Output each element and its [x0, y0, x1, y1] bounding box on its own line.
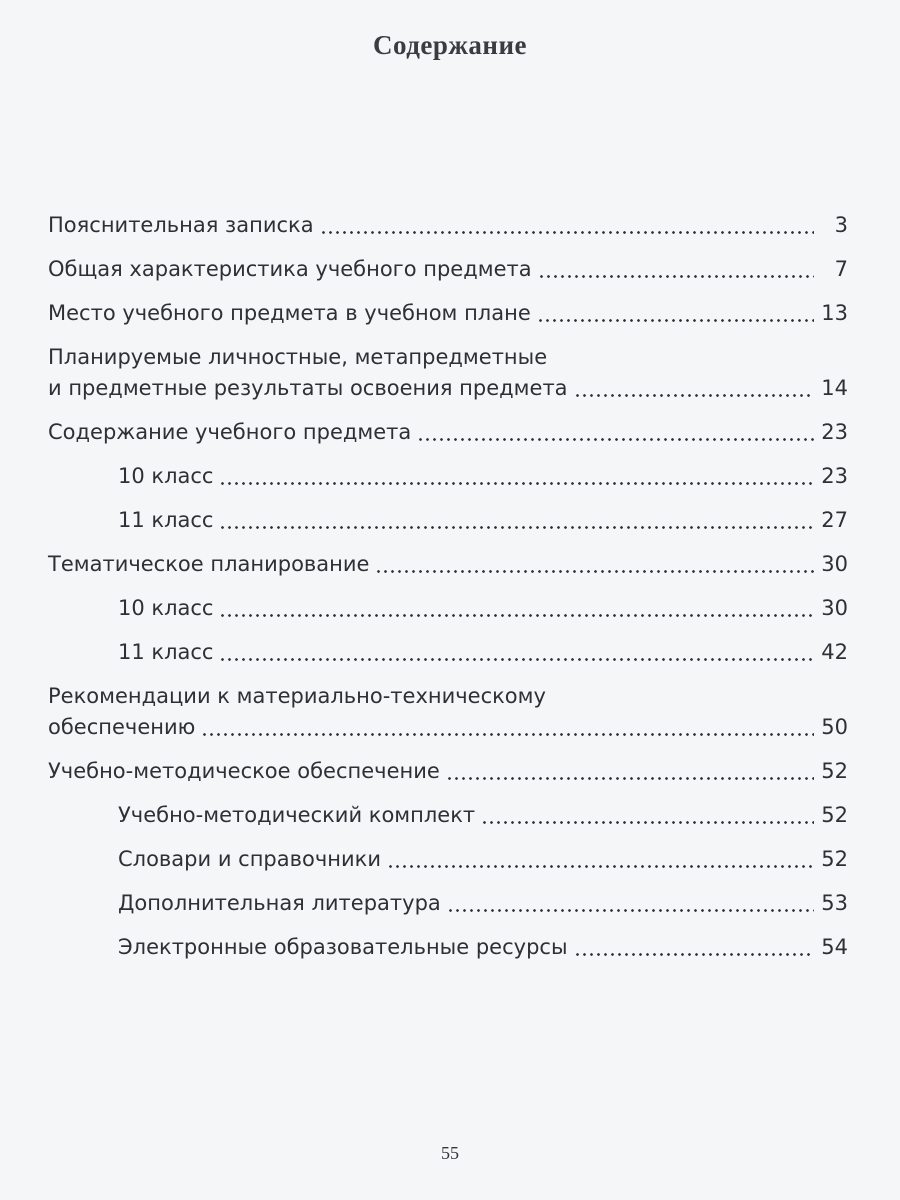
- dot-leader: [447, 909, 814, 912]
- dot-leader: [481, 821, 814, 824]
- toc-entry-page: 30: [821, 552, 848, 576]
- toc-entry-title: 10 класс: [118, 464, 214, 488]
- dot-leader: [320, 231, 814, 234]
- toc-entry-title: Содержание учебного предмета: [48, 420, 412, 444]
- page-title: Содержание: [372, 30, 528, 60]
- dot-leader: [537, 319, 814, 322]
- toc-entry-page: 52: [821, 759, 848, 783]
- toc-entry-title: Словари и справочники: [118, 847, 381, 871]
- toc-entry-page: 54: [821, 935, 848, 959]
- toc-entry-title: Место учебного предмета в учебном плане: [48, 301, 531, 325]
- page-number: 55: [441, 1143, 459, 1163]
- dot-leader: [219, 658, 814, 661]
- dot-leader: [417, 438, 814, 441]
- toc-entry-methodological-support[interactable]: [48, 756, 848, 787]
- toc-entry-electronic-resources[interactable]: [48, 932, 848, 963]
- toc-entry-title-line2: обеспечению: [48, 715, 196, 739]
- toc-entry-page: 27: [821, 508, 848, 532]
- toc-entry-thematic-planning[interactable]: [48, 549, 848, 580]
- toc-entry-teaching-kit[interactable]: [48, 800, 848, 831]
- toc-entry-planning-grade-11[interactable]: [48, 637, 848, 668]
- dot-leader: [219, 526, 814, 529]
- toc-entry-title: Тематическое планирование: [48, 552, 370, 576]
- toc-entry-page: 14: [821, 376, 848, 400]
- toc-entry-content-grade-10[interactable]: [48, 461, 848, 492]
- toc-entry-additional-literature[interactable]: [48, 888, 848, 919]
- toc-entry-title: Дополнительная литература: [118, 891, 441, 915]
- toc-entry-planned-results[interactable]: [48, 342, 848, 404]
- toc-entry-content-grade-11[interactable]: [48, 505, 848, 536]
- toc-entry-page: 30: [821, 596, 848, 620]
- toc-entry-title: 11 класс: [118, 640, 214, 664]
- toc-entry-subject-content[interactable]: [48, 417, 848, 448]
- toc-entry-title-line1: Планируемые личностные, метапредметные: [48, 345, 548, 369]
- dot-leader: [375, 570, 814, 573]
- toc-entry-page: 42: [821, 640, 848, 664]
- dot-leader: [538, 275, 814, 278]
- table-of-contents: [48, 210, 848, 963]
- toc-entry-title: 10 класс: [118, 596, 214, 620]
- toc-entry-title: 11 класс: [118, 508, 214, 532]
- toc-entry-dictionaries[interactable]: [48, 844, 848, 875]
- toc-entry-page: 52: [821, 803, 848, 827]
- toc-entry-page: 23: [821, 420, 848, 444]
- dot-leader: [219, 482, 814, 485]
- toc-entry-title: Электронные образовательные ресурсы: [118, 935, 568, 959]
- toc-entry-explanatory-note[interactable]: [48, 210, 848, 241]
- toc-entry-title: Пояснительная записка: [48, 213, 314, 237]
- toc-entry-page: 53: [821, 891, 848, 915]
- toc-entry-page: 13: [821, 301, 848, 325]
- dot-leader: [219, 614, 814, 617]
- toc-entry-material-recommendations[interactable]: [48, 681, 848, 743]
- toc-entry-title-line2: и предметные результаты освоения предмета: [48, 376, 568, 400]
- toc-entry-title-line1: Рекомендации к материально-техническому: [48, 684, 546, 708]
- dot-leader: [201, 733, 814, 736]
- toc-entry-page: 3: [834, 213, 848, 237]
- toc-entry-page: 7: [834, 257, 848, 281]
- dot-leader: [574, 394, 814, 397]
- toc-entry-page: 50: [821, 715, 848, 739]
- toc-entry-general-characteristics[interactable]: [48, 254, 848, 285]
- dot-leader: [446, 777, 814, 780]
- toc-entry-title: Учебно-методическое обеспечение: [48, 759, 440, 783]
- toc-entry-page: 23: [821, 464, 848, 488]
- toc-entry-title: Учебно-методический комплект: [118, 803, 476, 827]
- dot-leader: [387, 865, 814, 868]
- toc-entry-place-in-curriculum[interactable]: [48, 298, 848, 329]
- dot-leader: [574, 953, 814, 956]
- toc-entry-page: 52: [821, 847, 848, 871]
- toc-entry-title: Общая характеристика учебного предмета: [48, 257, 532, 281]
- toc-entry-planning-grade-10[interactable]: [48, 593, 848, 624]
